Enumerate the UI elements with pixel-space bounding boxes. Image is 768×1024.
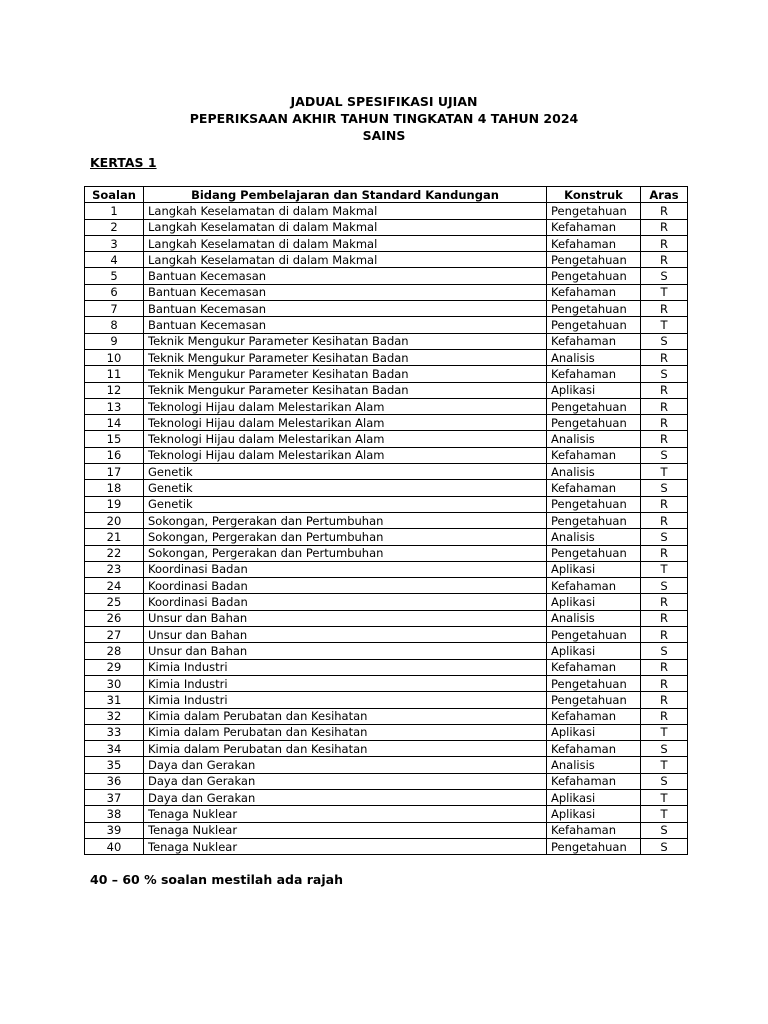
cell-soalan: 40	[85, 838, 144, 854]
cell-soalan: 8	[85, 317, 144, 333]
cell-soalan: 24	[85, 578, 144, 594]
cell-bidang: Teknik Mengukur Parameter Kesihatan Badan	[144, 349, 547, 365]
cell-aras: R	[641, 415, 688, 431]
table-row	[85, 366, 688, 382]
cell-bidang: Daya dan Gerakan	[144, 773, 547, 789]
table-row	[85, 822, 688, 838]
cell-konstruk: Pengetahuan	[547, 512, 641, 528]
cell-soalan: 15	[85, 431, 144, 447]
cell-bidang: Tenaga Nuklear	[144, 838, 547, 854]
cell-konstruk: Pengetahuan	[547, 415, 641, 431]
cell-bidang: Sokongan, Pergerakan dan Pertumbuhan	[144, 545, 547, 561]
cell-aras: T	[641, 284, 688, 300]
cell-konstruk: Pengetahuan	[547, 545, 641, 561]
table-row	[85, 627, 688, 643]
document-title: JADUAL SPESIFIKASI UJIAN	[290, 94, 478, 109]
cell-soalan: 17	[85, 464, 144, 480]
cell-bidang: Langkah Keselamatan di dalam Makmal	[144, 203, 547, 219]
cell-konstruk: Pengetahuan	[547, 301, 641, 317]
cell-bidang: Unsur dan Bahan	[144, 643, 547, 659]
cell-konstruk: Analisis	[547, 529, 641, 545]
cell-aras: R	[641, 545, 688, 561]
table-body	[85, 203, 688, 855]
cell-aras: T	[641, 806, 688, 822]
cell-konstruk: Aplikasi	[547, 594, 641, 610]
cell-aras: R	[641, 301, 688, 317]
cell-konstruk: Pengetahuan	[547, 398, 641, 414]
cell-bidang: Genetik	[144, 464, 547, 480]
cell-soalan: 32	[85, 708, 144, 724]
cell-konstruk: Kefahaman	[547, 741, 641, 757]
cell-aras: R	[641, 627, 688, 643]
cell-aras: R	[641, 203, 688, 219]
paper-label: KERTAS 1	[90, 155, 157, 170]
cell-bidang: Daya dan Gerakan	[144, 789, 547, 805]
cell-soalan: 13	[85, 398, 144, 414]
cell-konstruk: Kefahaman	[547, 284, 641, 300]
exam-title: PEPERIKSAAN AKHIR TAHUN TINGKATAN 4 TAHUN 2024	[189, 111, 579, 126]
table-row	[85, 235, 688, 251]
table-row	[85, 431, 688, 447]
cell-aras: R	[641, 659, 688, 675]
cell-bidang: Kimia dalam Perubatan dan Kesihatan	[144, 724, 547, 740]
cell-soalan: 4	[85, 252, 144, 268]
cell-aras: S	[641, 643, 688, 659]
table-row	[85, 594, 688, 610]
table-row	[85, 301, 688, 317]
cell-bidang: Kimia Industri	[144, 675, 547, 691]
cell-aras: R	[641, 349, 688, 365]
cell-aras: S	[641, 447, 688, 463]
cell-soalan: 39	[85, 822, 144, 838]
cell-aras: R	[641, 431, 688, 447]
cell-aras: S	[641, 366, 688, 382]
table-row	[85, 219, 688, 235]
cell-aras: S	[641, 268, 688, 284]
cell-soalan: 20	[85, 512, 144, 528]
cell-konstruk: Pengetahuan	[547, 268, 641, 284]
table-row	[85, 203, 688, 219]
table-row	[85, 545, 688, 561]
cell-bidang: Daya dan Gerakan	[144, 757, 547, 773]
cell-konstruk: Kefahaman	[547, 773, 641, 789]
cell-konstruk: Aplikasi	[547, 724, 641, 740]
cell-aras: R	[641, 382, 688, 398]
cell-konstruk: Analisis	[547, 431, 641, 447]
cell-konstruk: Pengetahuan	[547, 692, 641, 708]
table-row	[85, 512, 688, 528]
cell-soalan: 14	[85, 415, 144, 431]
table-row	[85, 398, 688, 414]
cell-soalan: 29	[85, 659, 144, 675]
cell-konstruk: Aplikasi	[547, 789, 641, 805]
cell-aras: R	[641, 692, 688, 708]
cell-soalan: 7	[85, 301, 144, 317]
cell-soalan: 10	[85, 349, 144, 365]
cell-aras: R	[641, 512, 688, 528]
cell-konstruk: Kefahaman	[547, 366, 641, 382]
cell-aras: T	[641, 464, 688, 480]
cell-soalan: 26	[85, 610, 144, 626]
table-row	[85, 382, 688, 398]
cell-aras: S	[641, 333, 688, 349]
cell-konstruk: Kefahaman	[547, 447, 641, 463]
cell-konstruk: Pengetahuan	[547, 252, 641, 268]
cell-konstruk: Kefahaman	[547, 822, 641, 838]
cell-soalan: 25	[85, 594, 144, 610]
cell-konstruk: Pengetahuan	[547, 203, 641, 219]
table-row	[85, 773, 688, 789]
cell-konstruk: Kefahaman	[547, 235, 641, 251]
cell-soalan: 36	[85, 773, 144, 789]
cell-aras: T	[641, 724, 688, 740]
table-row	[85, 252, 688, 268]
table-row	[85, 610, 688, 626]
table-row	[85, 496, 688, 512]
cell-soalan: 9	[85, 333, 144, 349]
header-aras: Aras	[641, 187, 688, 203]
cell-soalan: 21	[85, 529, 144, 545]
header-bidang: Bidang Pembelajaran dan Standard Kandungan	[144, 187, 547, 203]
cell-konstruk: Analisis	[547, 349, 641, 365]
table-row	[85, 806, 688, 822]
cell-soalan: 34	[85, 741, 144, 757]
cell-aras: R	[641, 675, 688, 691]
cell-konstruk: Pengetahuan	[547, 627, 641, 643]
cell-bidang: Unsur dan Bahan	[144, 627, 547, 643]
cell-soalan: 28	[85, 643, 144, 659]
table-row	[85, 464, 688, 480]
cell-konstruk: Pengetahuan	[547, 838, 641, 854]
cell-bidang: Teknik Mengukur Parameter Kesihatan Badan	[144, 382, 547, 398]
cell-aras: S	[641, 822, 688, 838]
cell-konstruk: Analisis	[547, 610, 641, 626]
cell-bidang: Teknologi Hijau dalam Melestarikan Alam	[144, 398, 547, 414]
subject-title: SAINS	[362, 128, 406, 143]
cell-soalan: 22	[85, 545, 144, 561]
table-row	[85, 447, 688, 463]
table-row	[85, 333, 688, 349]
cell-bidang: Unsur dan Bahan	[144, 610, 547, 626]
cell-konstruk: Aplikasi	[547, 806, 641, 822]
cell-aras: T	[641, 789, 688, 805]
specification-table	[84, 186, 688, 855]
cell-bidang: Teknologi Hijau dalam Melestarikan Alam	[144, 431, 547, 447]
table-row	[85, 529, 688, 545]
table-row	[85, 708, 688, 724]
cell-soalan: 35	[85, 757, 144, 773]
cell-soalan: 33	[85, 724, 144, 740]
cell-bidang: Sokongan, Pergerakan dan Pertumbuhan	[144, 512, 547, 528]
cell-konstruk: Kefahaman	[547, 708, 641, 724]
cell-konstruk: Pengetahuan	[547, 675, 641, 691]
cell-aras: R	[641, 610, 688, 626]
table-row	[85, 268, 688, 284]
cell-bidang: Teknologi Hijau dalam Melestarikan Alam	[144, 447, 547, 463]
cell-aras: S	[641, 578, 688, 594]
cell-konstruk: Analisis	[547, 757, 641, 773]
cell-bidang: Bantuan Kecemasan	[144, 284, 547, 300]
cell-aras: T	[641, 757, 688, 773]
cell-konstruk: Pengetahuan	[547, 496, 641, 512]
cell-konstruk: Kefahaman	[547, 578, 641, 594]
cell-aras: S	[641, 529, 688, 545]
cell-soalan: 3	[85, 235, 144, 251]
table-row	[85, 757, 688, 773]
table-row	[85, 284, 688, 300]
cell-aras: S	[641, 480, 688, 496]
cell-aras: R	[641, 496, 688, 512]
cell-aras: R	[641, 235, 688, 251]
table-row	[85, 741, 688, 757]
cell-soalan: 27	[85, 627, 144, 643]
table-row	[85, 349, 688, 365]
cell-konstruk: Pengetahuan	[547, 317, 641, 333]
cell-soalan: 6	[85, 284, 144, 300]
table-row	[85, 789, 688, 805]
header-konstruk: Konstruk	[547, 187, 641, 203]
table-row	[85, 561, 688, 577]
cell-soalan: 31	[85, 692, 144, 708]
cell-bidang: Tenaga Nuklear	[144, 806, 547, 822]
cell-bidang: Langkah Keselamatan di dalam Makmal	[144, 219, 547, 235]
cell-bidang: Langkah Keselamatan di dalam Makmal	[144, 235, 547, 251]
cell-soalan: 2	[85, 219, 144, 235]
document-header	[0, 93, 768, 144]
cell-aras: R	[641, 219, 688, 235]
cell-bidang: Bantuan Kecemasan	[144, 301, 547, 317]
cell-bidang: Kimia dalam Perubatan dan Kesihatan	[144, 741, 547, 757]
cell-bidang: Tenaga Nuklear	[144, 822, 547, 838]
cell-konstruk: Kefahaman	[547, 659, 641, 675]
table-row	[85, 675, 688, 691]
cell-aras: R	[641, 708, 688, 724]
cell-aras: T	[641, 317, 688, 333]
cell-soalan: 18	[85, 480, 144, 496]
cell-soalan: 30	[85, 675, 144, 691]
table-header-row	[85, 187, 688, 203]
cell-aras: R	[641, 252, 688, 268]
table-row	[85, 317, 688, 333]
cell-aras: S	[641, 741, 688, 757]
cell-bidang: Genetik	[144, 496, 547, 512]
cell-konstruk: Kefahaman	[547, 333, 641, 349]
cell-soalan: 11	[85, 366, 144, 382]
cell-bidang: Sokongan, Pergerakan dan Pertumbuhan	[144, 529, 547, 545]
cell-aras: S	[641, 773, 688, 789]
cell-bidang: Koordinasi Badan	[144, 561, 547, 577]
table-row	[85, 578, 688, 594]
table-row	[85, 643, 688, 659]
table-row	[85, 415, 688, 431]
table-row	[85, 480, 688, 496]
cell-aras: T	[641, 561, 688, 577]
cell-bidang: Teknik Mengukur Parameter Kesihatan Badan	[144, 366, 547, 382]
cell-bidang: Teknik Mengukur Parameter Kesihatan Badan	[144, 333, 547, 349]
cell-soalan: 16	[85, 447, 144, 463]
footnote: 40 – 60 % soalan mestilah ada rajah	[90, 872, 343, 887]
cell-konstruk: Aplikasi	[547, 643, 641, 659]
cell-aras: R	[641, 594, 688, 610]
cell-konstruk: Aplikasi	[547, 561, 641, 577]
cell-soalan: 5	[85, 268, 144, 284]
cell-konstruk: Kefahaman	[547, 480, 641, 496]
cell-soalan: 38	[85, 806, 144, 822]
cell-aras: R	[641, 398, 688, 414]
cell-bidang: Kimia Industri	[144, 692, 547, 708]
table-row	[85, 724, 688, 740]
cell-bidang: Bantuan Kecemasan	[144, 317, 547, 333]
cell-soalan: 12	[85, 382, 144, 398]
cell-bidang: Teknologi Hijau dalam Melestarikan Alam	[144, 415, 547, 431]
header-soalan: Soalan	[85, 187, 144, 203]
cell-soalan: 19	[85, 496, 144, 512]
cell-bidang: Genetik	[144, 480, 547, 496]
cell-konstruk: Kefahaman	[547, 219, 641, 235]
cell-konstruk: Analisis	[547, 464, 641, 480]
cell-bidang: Kimia dalam Perubatan dan Kesihatan	[144, 708, 547, 724]
cell-bidang: Bantuan Kecemasan	[144, 268, 547, 284]
cell-soalan: 37	[85, 789, 144, 805]
cell-bidang: Koordinasi Badan	[144, 578, 547, 594]
cell-bidang: Kimia Industri	[144, 659, 547, 675]
cell-bidang: Langkah Keselamatan di dalam Makmal	[144, 252, 547, 268]
table-row	[85, 659, 688, 675]
cell-bidang: Koordinasi Badan	[144, 594, 547, 610]
cell-soalan: 1	[85, 203, 144, 219]
table-row	[85, 692, 688, 708]
cell-konstruk: Aplikasi	[547, 382, 641, 398]
cell-soalan: 23	[85, 561, 144, 577]
cell-aras: S	[641, 838, 688, 854]
table-row	[85, 838, 688, 854]
